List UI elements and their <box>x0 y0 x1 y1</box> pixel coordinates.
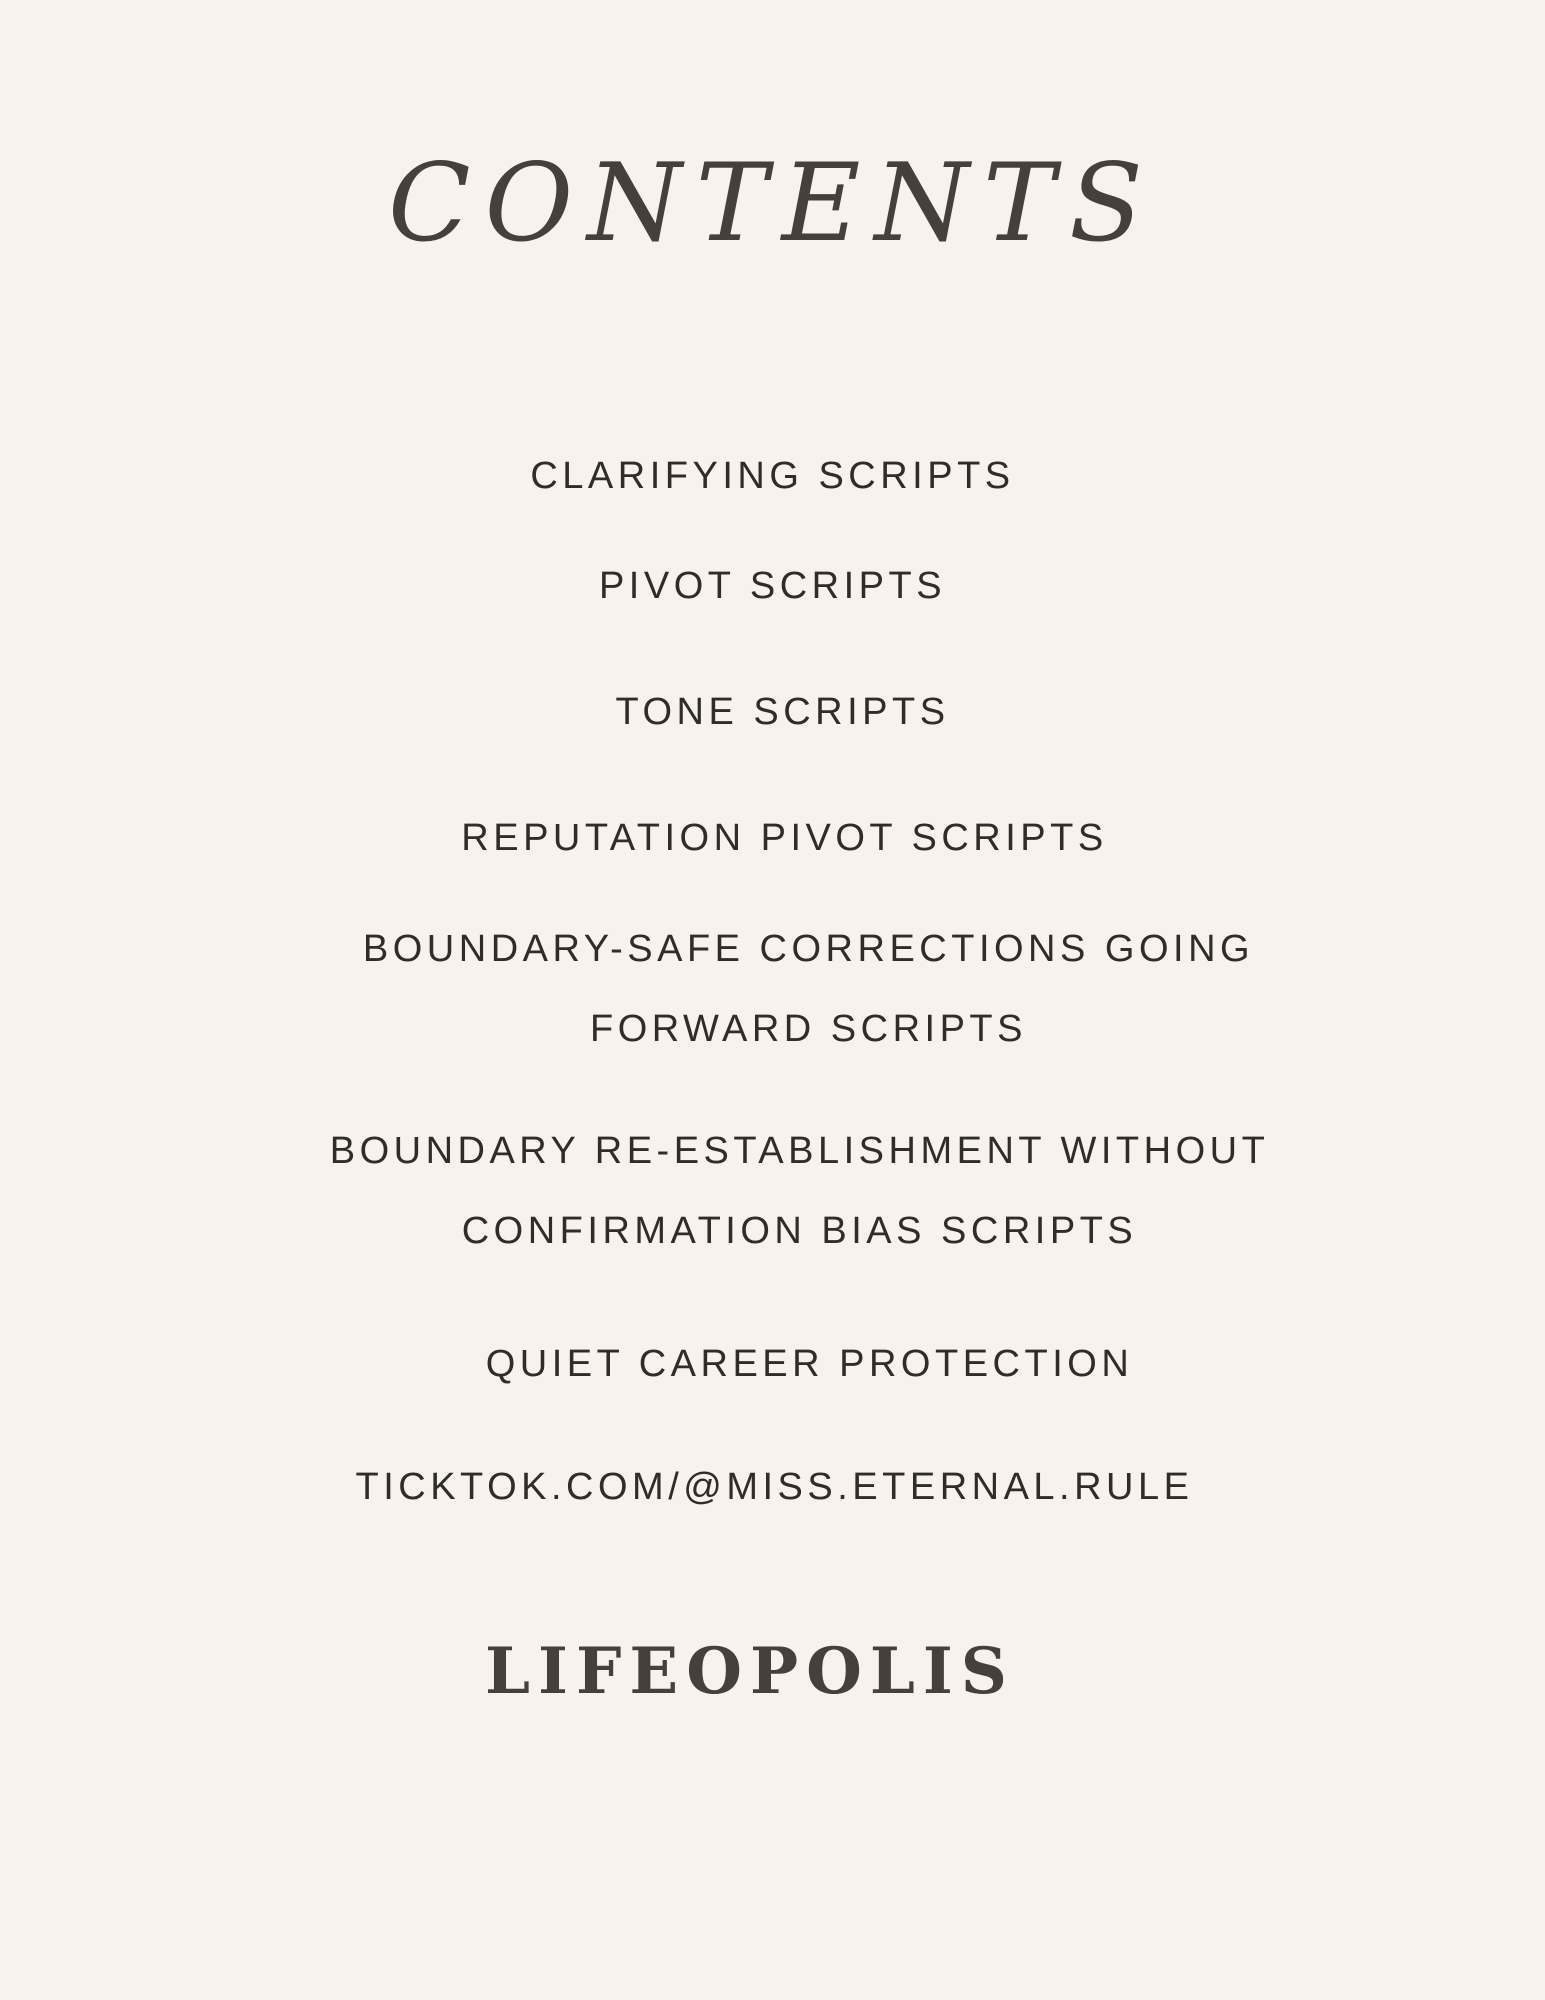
tiktok-handle <box>2 1447 1545 1527</box>
toc-entry-tone <box>10 672 1545 752</box>
toc-entry-label: BOUNDARY-SAFE CORRECTIONS GOING <box>362 928 1255 970</box>
toc-entry-clarifying <box>0 436 1545 516</box>
toc-entry-label: QUIET CAREER PROTECTION <box>485 1343 1134 1385</box>
page-title: CONTENTS <box>387 141 1158 266</box>
toc-entry-label: BOUNDARY RE-ESTABLISHMENT WITHOUT <box>329 1130 1270 1172</box>
toc-entry-label: TONE SCRIPTS <box>615 691 950 733</box>
toc-entry-quiet-career <box>37 1324 1545 1404</box>
toc-entry-label: FORWARD SCRIPTS <box>590 1008 1027 1050</box>
toc-entry-label: REPUTATION PIVOT SCRIPTS <box>461 817 1108 859</box>
tiktok-handle-label: TICKTOK.COM/@MISS.ETERNAL.RULE <box>355 1466 1194 1508</box>
toc-entry-label: CLARIFYING SCRIPTS <box>530 455 1015 497</box>
toc-entry-label: PIVOT SCRIPTS <box>598 565 947 607</box>
toc-entry-pivot <box>0 546 1545 626</box>
toc-entry-boundary-safe <box>36 909 1545 1069</box>
toc-entry-label: CONFIRMATION BIAS SCRIPTS <box>461 1210 1138 1252</box>
brand-wordmark: LIFEOPOLIS <box>485 1634 1015 1709</box>
toc-entry-reputation-pivot <box>12 798 1545 878</box>
toc-entry-boundary-reestablishment <box>27 1111 1545 1271</box>
